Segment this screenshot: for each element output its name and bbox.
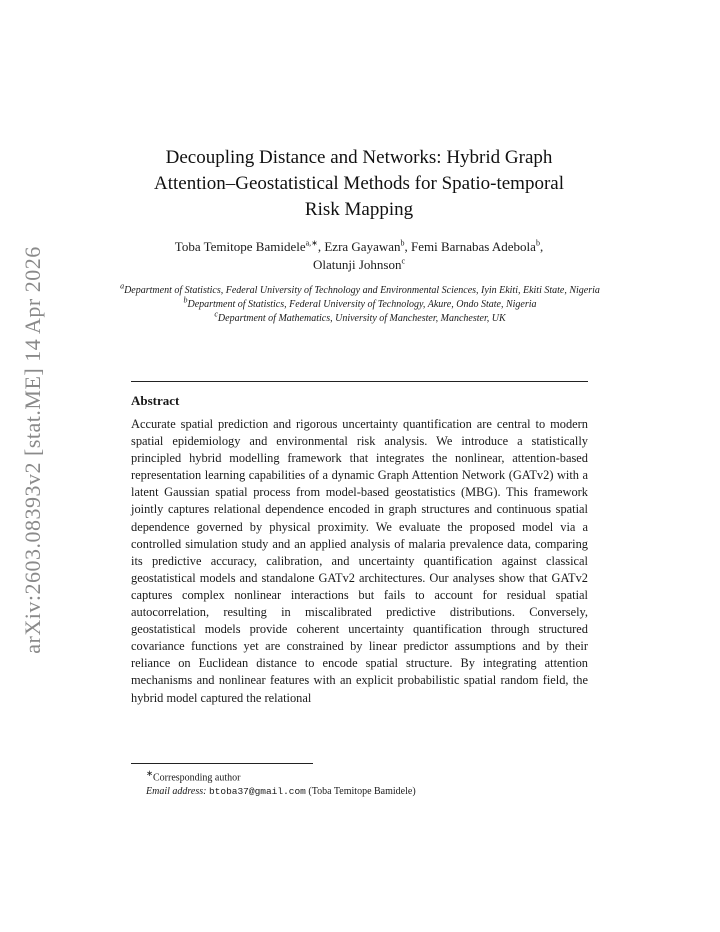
title-line: Attention–Geostatistical Methods for Spatio-temporal <box>153 173 564 194</box>
affiliation-mark: b <box>183 295 188 305</box>
author-list <box>110 238 608 274</box>
author-affil-mark: a,∗ <box>305 238 318 248</box>
arxiv-identifier: arXiv:2603.08393v2 [stat.ME] 14 Apr 2026 <box>20 246 45 654</box>
author-name: Ezra Gayawan <box>324 239 401 254</box>
author-affil-mark: b <box>400 238 405 248</box>
email-label: Email address: <box>146 786 207 798</box>
author-name: Olatunji Johnson <box>312 257 402 272</box>
abstract-heading: Abstract <box>131 393 180 408</box>
author-affil-mark: c <box>401 256 406 266</box>
footnote-corresponding: Corresponding author <box>152 772 241 784</box>
email-note <box>146 785 416 799</box>
email-owner: (Toba Temitope Bamidele) <box>308 786 416 798</box>
title-line: Risk Mapping <box>304 199 414 220</box>
author-name: Toba Temitope Bamidele <box>174 239 306 254</box>
affiliation-b <box>120 295 600 312</box>
footnote-rule <box>131 763 313 764</box>
abstract-body: Accurate spatial prediction and rigorous uncertainty quantification are central to modern spatial epidemiology and environmental risk analysis. We introduce a statistically principled hybrid modelling framework that integrates the nonlinear, attention-based representation learning capabilities of a dynamic Graph Attention Network (GATv2) with a latent Gaussian spatial process from model-based geostatistics (MBG). This framework jointly captures relational dependence encoded in graph structures and continuous spatial dependence governed by physical proximity. We evaluate the proposed model via a controlled simulation study and an applied analysis of malaria prevalence data, comparing its predictive accuracy, calibration, and uncertainty quantification against classical geostatistical models and standalone GATv2 architectures. Our analyses show that GATv2 captures complex nonlinear interactions but fails to account for residual spatial autocorrelation, resulting in miscalibrated predictive distributions. Conversely, geostatistical models provide coherent uncertainty quantification through structured covariance functions yet are constrained by linear predictor assumptions and by their reliance on Euclidean distance to encode spatial structure. By integrating attention mechanisms and nonlinear features with an explicit probabilistic spatial random field, the hybrid model captured the relational <box>131 417 588 705</box>
author-separator: , <box>404 239 412 254</box>
email-address[interactable]: btoba37@gmail.com <box>208 786 306 798</box>
affiliation-c <box>120 309 600 326</box>
corresponding-author-note <box>146 767 416 785</box>
paper-title <box>100 145 618 223</box>
title-line: Decoupling Distance and Networks: Hybrid Graph <box>165 147 553 168</box>
author-separator: , <box>317 239 325 254</box>
arxiv-side-stamp <box>18 246 48 654</box>
affiliations <box>120 281 600 326</box>
abstract-top-rule <box>131 381 588 382</box>
author-name: Femi Barnabas Adebola <box>411 239 536 254</box>
affiliation-mark: a <box>120 281 125 291</box>
author-affil-mark: b <box>535 238 540 248</box>
footnote <box>146 767 416 799</box>
affiliation-a <box>120 281 600 298</box>
affiliation-mark: c <box>214 309 218 319</box>
author-separator: , <box>539 239 544 254</box>
footnote-mark: ∗ <box>146 769 153 778</box>
affiliation-text: Department of Statistics, Federal University of Technology, Akure, Ondo State, Nigeria <box>187 299 537 310</box>
affiliation-text: Department of Mathematics, University of Manchester, Manchester, UK <box>217 313 506 324</box>
affiliation-text: Department of Statistics, Federal University of Technology and Environmental Sciences, Iyin Ekiti, Ekiti State, Nigeria <box>124 285 600 296</box>
